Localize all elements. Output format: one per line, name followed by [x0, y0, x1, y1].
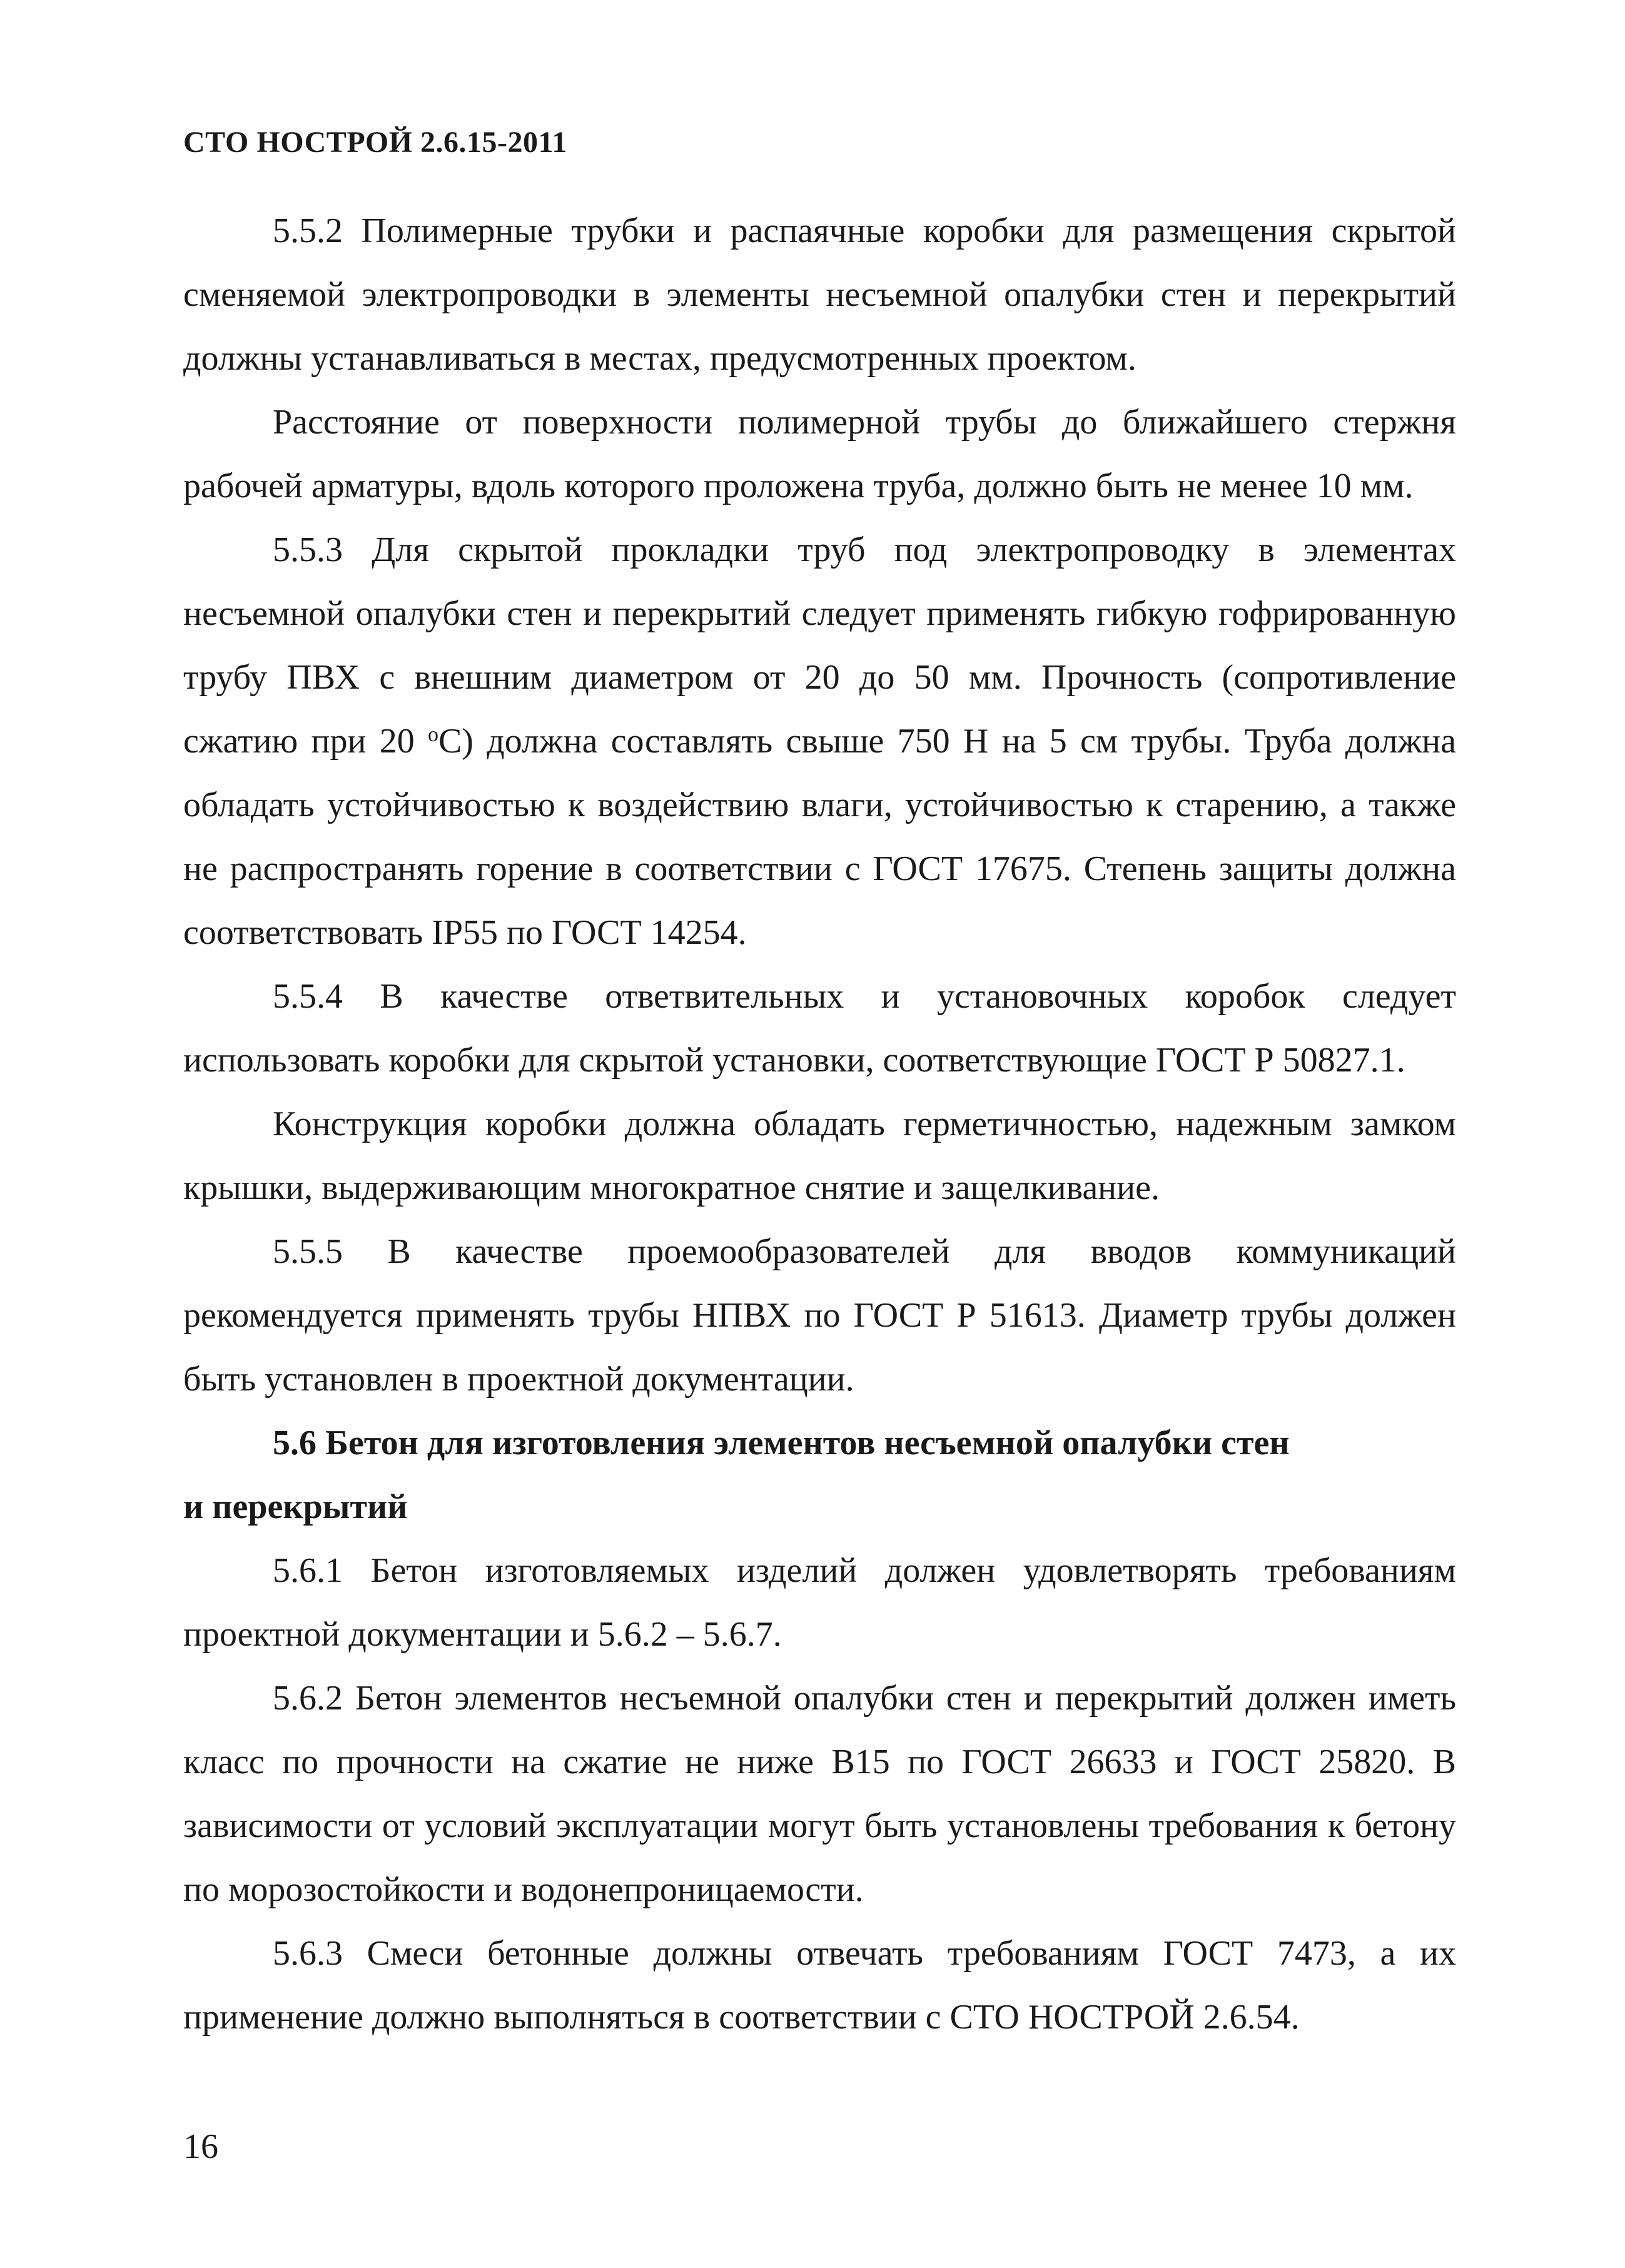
section-heading-line1: 5.6 Бетон для изготовления элементов несъемной опалубки стен — [273, 1424, 1290, 1462]
paragraph-5-5-3-part2: С) должна составлять свыше 750 Н на 5 см трубы. Труба должна обладать устойчивостью к воздействию влаги, устойчивостью к старению, а также не распространять горение в соответствии с ГОСТ 17675. Степень защиты должна соответствовать IP55 по ГОСТ 14254. — [183, 722, 1456, 952]
document-body — [183, 199, 1456, 2049]
paragraph-5-6-3: 5.6.3 Смеси бетонные должны отвечать требованиям ГОСТ 7473, а их применение должно выполняться в соответствии с СТО НОСТРОЙ 2.6.54. — [183, 1934, 1456, 2037]
document-header: СТО НОСТРОЙ 2.6.15-2011 — [183, 126, 567, 159]
page-number: 16 — [183, 2127, 218, 2166]
paragraph-5-5-2-distance: Расстояние от поверхности полимерной трубы до ближайшего стержня рабочей арматуры, вдоль которого проложена труба, должно быть не менее 10 мм. — [183, 403, 1456, 505]
paragraph-5-6-1: 5.6.1 Бетон изготовляемых изделий должен удовлетворять требованиям проектной документации и 5.6.2 – 5.6.7. — [183, 1551, 1456, 1654]
degree-mark: о — [427, 723, 438, 746]
paragraph-5-5-3 — [183, 518, 1456, 964]
section-heading-line2: и перекрытий — [183, 1487, 408, 1526]
paragraph-5-6-2: 5.6.2 Бетон элементов несъемной опалубки стен и перекрытий должен иметь класс по прочности на сжатие не ниже В15 по ГОСТ 26633 и ГОСТ 25820. В зависимости от условий эксплуатации могут быть установлены требования к бетону по морозостойкости и водонепроницаемости. — [183, 1679, 1456, 1909]
paragraph-5-5-3-part1: 5.5.3 Для скрытой прокладки труб под электропроводку в элементах несъемной опалубки стен и перекрытий следует применять гибкую гофрированную трубу ПВХ с внешним диаметром от 20 до 50 мм. Прочность (сопротивление сжатию при 20 — [183, 530, 1456, 761]
section-heading-5-6 — [183, 1411, 1456, 1539]
paragraph-5-5-5: 5.5.5 В качестве проемообразователей для вводов коммуникаций рекомендуется применять трубы НПВХ по ГОСТ Р 51613. Диаметр трубы должен быть установлен в проектной документации. — [183, 1232, 1456, 1399]
paragraph-5-5-4-box: Конструкция коробки должна обладать герметичностью, надежным замком крышки, выдерживающим многократное снятие и защелкивание. — [183, 1105, 1456, 1207]
paragraph-5-5-2: 5.5.2 Полимерные трубки и распаячные коробки для размещения скрытой сменяемой электропроводки в элементы несъемной опалубки стен и перекрытий должны устанавливаться в местах, предусмотренных проектом. — [183, 211, 1456, 378]
paragraph-5-5-4: 5.5.4 В качестве ответвительных и установочных коробок следует использовать коробки для скрытой установки, соответствующие ГОСТ Р 50827.1. — [183, 977, 1456, 1080]
